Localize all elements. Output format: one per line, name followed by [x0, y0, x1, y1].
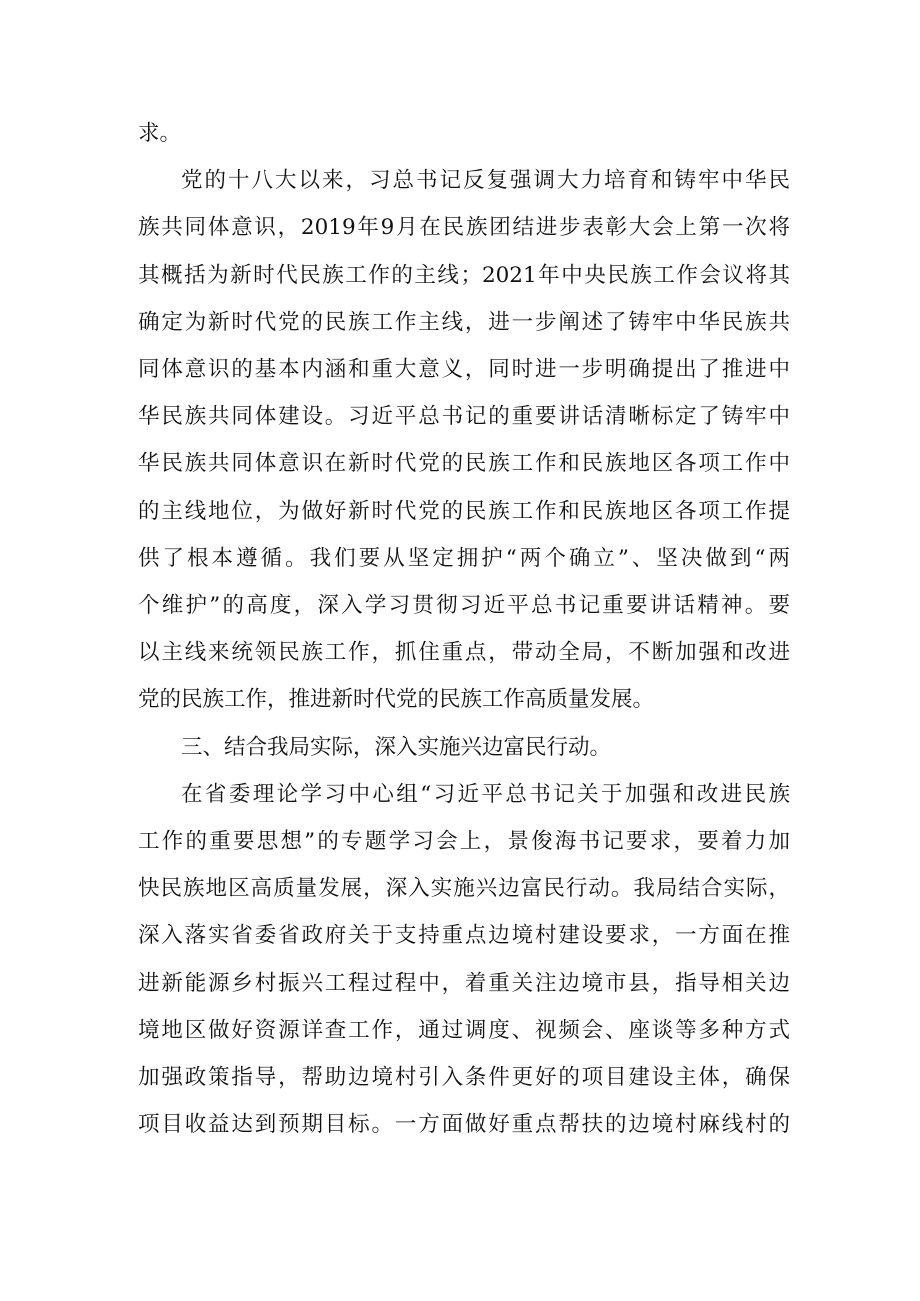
text-line-16: 工作的重要思想”的专题学习会上，景俊海书记要求，要着力加 [138, 829, 790, 855]
text-line-15: 在省委理论学习中心组“习近平总书记关于加强和改进民族 [181, 781, 790, 807]
text-line-21: 加强政策指导，帮助边境村引入条件更好的项目建设主体，确保 [138, 1065, 790, 1091]
text-line-3: 族共同体意识，2019年9月在民族团结进步表彰大会上第一次将 [138, 215, 790, 241]
text-line-1: 求。 [138, 121, 182, 146]
text-line-18: 深入落实省委省政府关于支持重点边境村建设要求，一方面在推 [138, 923, 790, 949]
section-heading: 三、结合我局实际，深入实施兴边富民行动。 [181, 734, 612, 760]
text-line-9: 的主线地位，为做好新时代党的民族工作和民族地区各项工作提 [138, 498, 790, 524]
text-line-8: 华民族共同体意识在新时代党的民族工作和民族地区各项工作中 [138, 451, 790, 477]
text-line-12: 以主线来统领民族工作，抓住重点，带动全局，不断加强和改进 [138, 640, 790, 666]
text-line-4: 其概括为新时代民族工作的主线；2021年中央民族工作会议将其 [138, 262, 790, 288]
text-line-22: 项目收益达到预期目标。一方面做好重点帮扶的边境村麻线村的 [138, 1112, 790, 1138]
text-line-7: 华民族共同体建设。习近平总书记的重要讲话清晰标定了铸牢中 [138, 404, 790, 430]
text-line-2: 党的十八大以来，习总书记反复强调大力培育和铸牢中华民 [181, 168, 790, 194]
text-line-5: 确定为新时代党的民族工作主线，进一步阐述了铸牢中华民族共 [138, 309, 790, 335]
text-line-19: 进新能源乡村振兴工程过程中，着重关注边境市县，指导相关边 [138, 970, 790, 996]
text-line-13: 党的民族工作，推进新时代党的民族工作高质量发展。 [138, 687, 655, 713]
text-line-20: 境地区做好资源详查工作，通过调度、视频会、座谈等多种方式 [138, 1017, 790, 1043]
text-line-6: 同体意识的基本内涵和重大意义，同时进一步明确提出了推进中 [138, 357, 790, 383]
text-line-11: 个维护”的高度，深入学习贯彻习近平总书记重要讲话精神。要 [138, 593, 790, 619]
document-page [138, 110, 790, 1148]
text-line-10: 供了根本遵循。我们要从坚定拥护“两个确立”、坚决做到“两 [138, 545, 790, 571]
text-line-17: 快民族地区高质量发展，深入实施兴边富民行动。我局结合实际， [138, 876, 790, 902]
